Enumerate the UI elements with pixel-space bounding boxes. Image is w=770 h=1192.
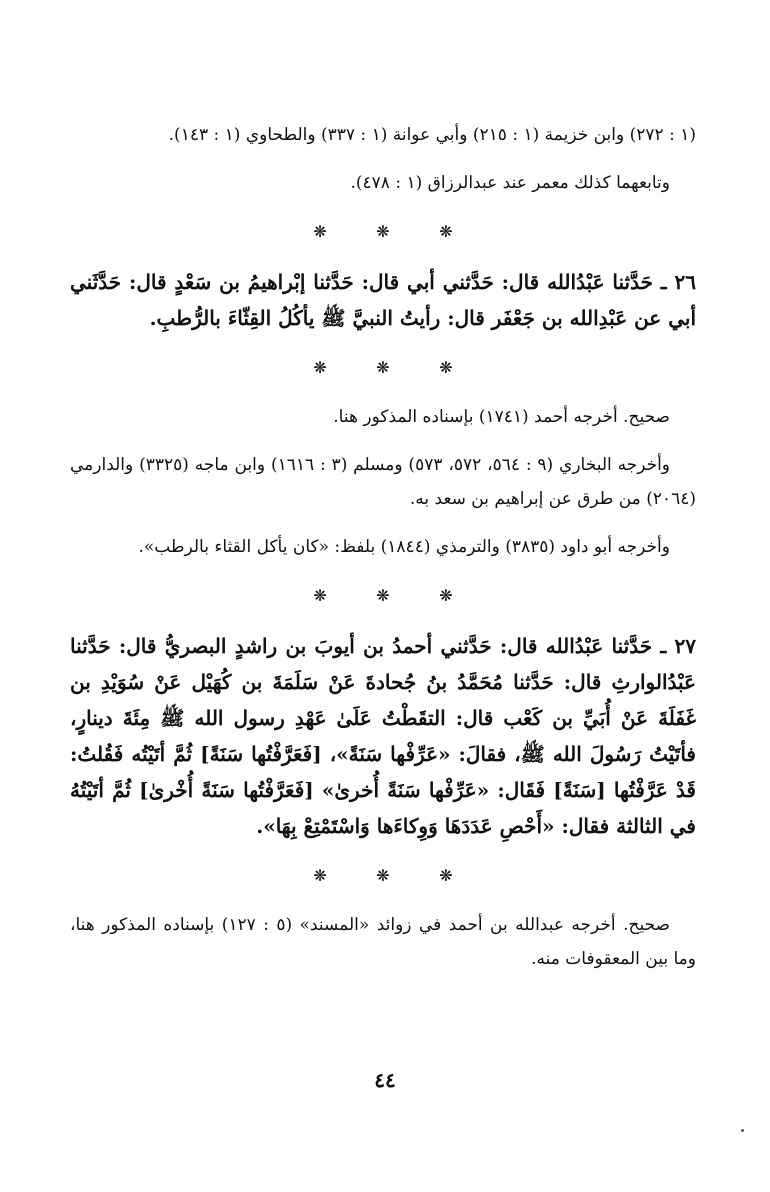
page-number: ٤٤ [374,1068,396,1092]
hadith-27: ٢٧ ـ حَدَّثنا عَبْدُالله قال: حَدَّثني أحمدُ بن أيوبَ بن راشدٍ البصريُّ قال: حَدَّثنا عَبْدُالوارثِ قال: حَدَّثنا مُحَمَّدُ بنُ جُحادةَ عَنْ سَلَمَةَ بن كُهَيْل عَنْ سُوَيْدِ بن غَفَلَةَ عَنْ أُبَيِّ بن كَعْب قال: التقَطْتُ عَلَىٰ عَهْدِ رسول الله ﷺ مِئَةَ دينارٍ، فأتَيْتُ رَسُولَ الله ﷺ، فقالَ: «عَرِّفْها سَنَةً»، [فَعَرَّفْتُها سَنَةً] ثُمَّ أتَيْتُه فَقُلتُ: قَدْ عَرَّفْتُها [سَنَةً] فَقَال: «عَرِّفْها سَنَةً أُخرىٰ» [فَعَرَّفْتُها سَنَةً أُخْرىٰ] ثُمَّ أتَيْتُهُ في الثالثة فقال: «أَحْصِ عَدَدَهَا وَوِكاءَها وَاسْتَمْتِعْ بِهَا». [70,634,696,838]
paragraph-citations-continued: (١ : ٢٧٢) وابن خزيمة (١ : ٢١٥) وأبي عوانة (١ : ٣٣٧) والطحاوي (١ : ١٤٣). [168,125,696,145]
grading-hadith-26: صحيح. أخرجه أحمد (١٧٤١) بإسناده المذكور هنا. [333,407,670,427]
separator-stars: ❋ ❋ ❋ [313,866,475,885]
separator-stars: ❋ ❋ ❋ [313,222,475,241]
takhrij-bukhari-muslim: وأخرجه البخاري (٩ : ٥٦٤، ٥٧٢، ٥٧٣) ومسلم (٣ : ١٦١٦) وابن ماجه (٣٣٢٥) والدارمي (٢٠٦٤) من طرق عن إبراهيم بن سعد به. [70,455,696,509]
paragraph-mutaba: وتابعهما كذلك معمر عند عبدالرزاق (١ : ٤٧٨). [350,173,670,193]
scan-speck [741,1129,744,1132]
grading-hadith-27: صحيح. أخرجه عبدالله بن أحمد في زوائد «المسند» (٥ : ١٢٧) بإسناده المذكور هنا، وما بين المعقوفات منه. [70,915,696,969]
separator-stars: ❋ ❋ ❋ [313,586,475,605]
page-body [70,118,696,976]
takhrij-abu-dawud-tirmidhi: وأخرجه أبو داود (٣٨٣٥) والترمذي (١٨٤٤) بلفظ: «كان يأكل القثاء بالرطب». [138,537,670,557]
separator-stars: ❋ ❋ ❋ [313,358,475,377]
hadith-26: ٢٦ ـ حَدَّثنا عَبْدُالله قال: حَدَّثني أبي قال: حَدَّثنا إبْراهيمُ بن سَعْدٍ قال: حَدَّثَني أبي عن عَبْدِالله بن جَعْفَر قال: رأيتُ النبيَّ ﷺ يأكُلُ القِثّاءَ بالرُّطبِ. [70,270,696,330]
